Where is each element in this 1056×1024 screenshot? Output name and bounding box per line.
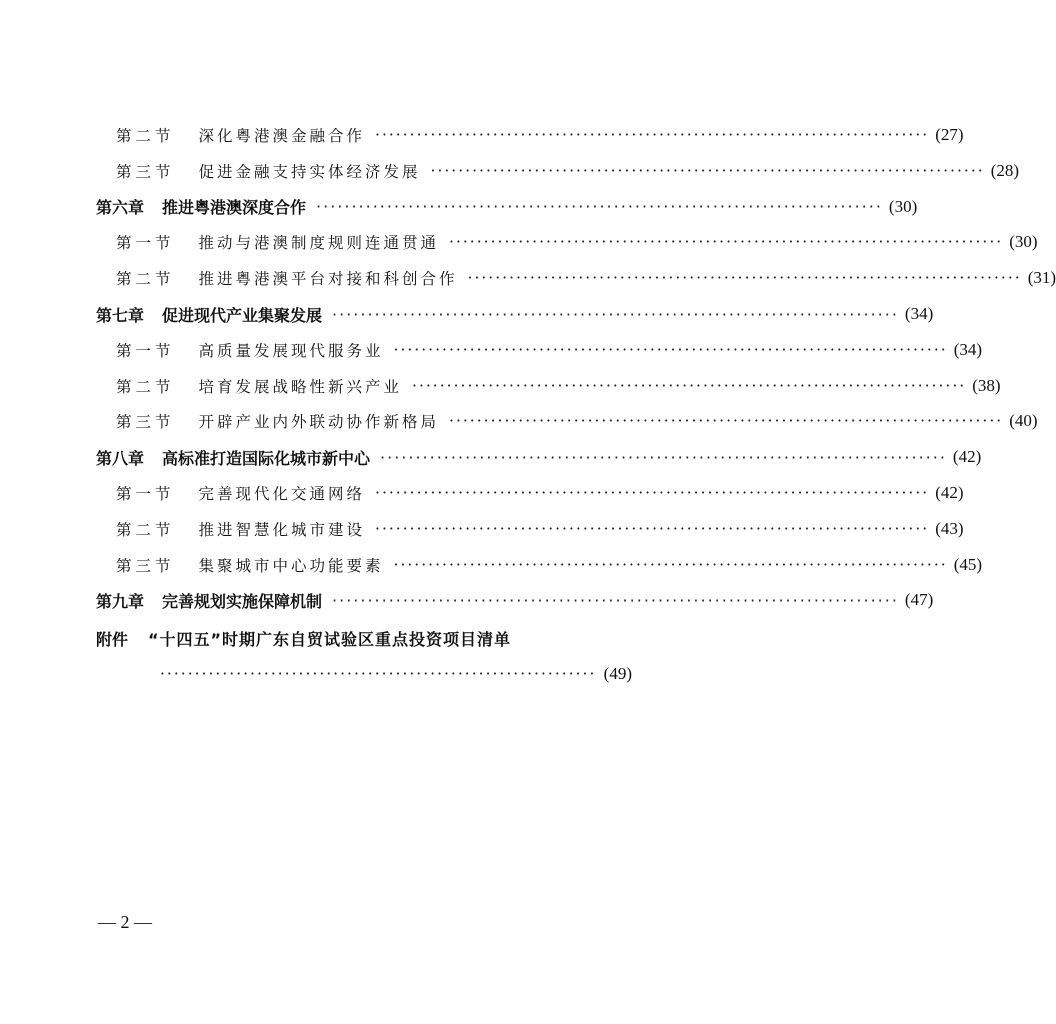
toc-label: 第二节 (116, 127, 175, 145)
toc-label: 第六章 (96, 198, 145, 218)
toc-section-row (116, 156, 1020, 186)
dot-leader: ················································································ (449, 233, 1004, 252)
dot-leader: ················································································ (412, 376, 967, 395)
toc-page-number: (30) (1009, 232, 1038, 252)
toc-label: 第三节 (116, 556, 175, 575)
toc-label: 第一节 (116, 341, 175, 360)
toc-page-number: (30) (888, 196, 918, 216)
toc-section-row (116, 227, 1038, 257)
toc-page-number: (40) (1009, 411, 1038, 431)
toc-page-number: (43) (935, 518, 964, 538)
toc-label: 第三节 (116, 162, 175, 181)
toc-page-number: (27) (935, 125, 964, 144)
toc-title: 推动与港澳制度规则连通贯通 (198, 234, 440, 253)
dot-leader: ················································································ (467, 269, 1022, 288)
toc-section-row (116, 478, 964, 508)
toc-title: 开辟产业内外联动协作新格局 (198, 413, 440, 432)
toc-chapter-row (96, 299, 934, 329)
toc-page-number: (45) (953, 554, 983, 574)
dot-leader: ················································································ (375, 519, 930, 538)
toc-section-row (116, 263, 1056, 293)
toc-title: 培育发展战略性新兴产业 (198, 377, 403, 396)
dot-leader: ················································································ (380, 447, 947, 467)
toc-page-number: (38) (972, 375, 1001, 395)
dot-leader: ················································································ (375, 484, 930, 502)
toc-title: 高质量发展现代服务业 (198, 341, 384, 360)
toc-title: 推进智慧化城市建设 (198, 520, 366, 539)
toc-section-row (116, 514, 964, 544)
dot-leader: ················································································ (430, 161, 985, 180)
toc-page-number: (28) (990, 160, 1020, 180)
appendix-title: “十四五”时期广东自贸试验区重点投资项目清单 (148, 629, 512, 649)
dot-leader: ················································································ (393, 555, 948, 574)
toc-chapter-row (96, 585, 934, 615)
toc-title: 高标准打造国际化城市新中心 (162, 448, 371, 468)
toc-title: 完善规划实施保障机制 (162, 591, 323, 611)
appendix-page-number: (49) (603, 664, 632, 683)
toc-page-number: (42) (935, 483, 964, 502)
toc-chapter-row (96, 192, 918, 222)
dot-leader: ················································································ (393, 340, 948, 359)
toc-label: 第一节 (116, 234, 175, 253)
toc-section-row (116, 120, 964, 150)
toc-section-row (116, 371, 1001, 401)
appendix-page-line (160, 659, 632, 689)
toc-section-row (116, 335, 983, 365)
appendix-label: 附件 (96, 629, 129, 649)
page-footer-number: — 2 — (98, 911, 152, 932)
toc-label: 第一节 (116, 485, 175, 503)
appendix-entry (96, 623, 511, 653)
toc-title: 促进金融支持实体经济发展 (198, 162, 421, 181)
toc-title: 深化粤港澳金融合作 (198, 127, 366, 145)
toc-section-row (116, 406, 1038, 436)
dot-leader: ················································································ (449, 412, 1004, 431)
dot-leader: ················································································ (375, 126, 930, 144)
toc-section-row (116, 550, 983, 580)
dot-leader: ················································································ (316, 197, 883, 217)
toc-chapter-row (96, 442, 982, 472)
toc-title: 促进现代产业集聚发展 (162, 305, 323, 325)
toc-label: 第八章 (96, 448, 145, 468)
toc-page-number: (34) (904, 304, 934, 323)
dot-leader: ················································································ (332, 590, 899, 610)
dot-leader: ················································································ (332, 304, 899, 324)
toc-label: 第二节 (116, 377, 175, 396)
toc-title: 推进粤港澳深度合作 (162, 198, 307, 218)
toc-label: 第九章 (96, 591, 145, 611)
toc-title: 完善现代化交通网络 (198, 485, 366, 503)
toc-page-number: (42) (952, 447, 982, 467)
toc-label: 第二节 (116, 520, 175, 539)
toc-page-number: (34) (953, 339, 983, 359)
toc-label: 第二节 (116, 270, 175, 289)
dot-leader: ······························································· (160, 665, 597, 683)
toc-page-number: (31) (1027, 268, 1056, 288)
toc-title: 推进粤港澳平台对接和科创合作 (198, 270, 458, 289)
toc-label: 第七章 (96, 305, 145, 325)
toc-page-number: (47) (904, 590, 934, 610)
toc-title: 集聚城市中心功能要素 (198, 556, 384, 575)
toc-label: 第三节 (116, 413, 175, 432)
